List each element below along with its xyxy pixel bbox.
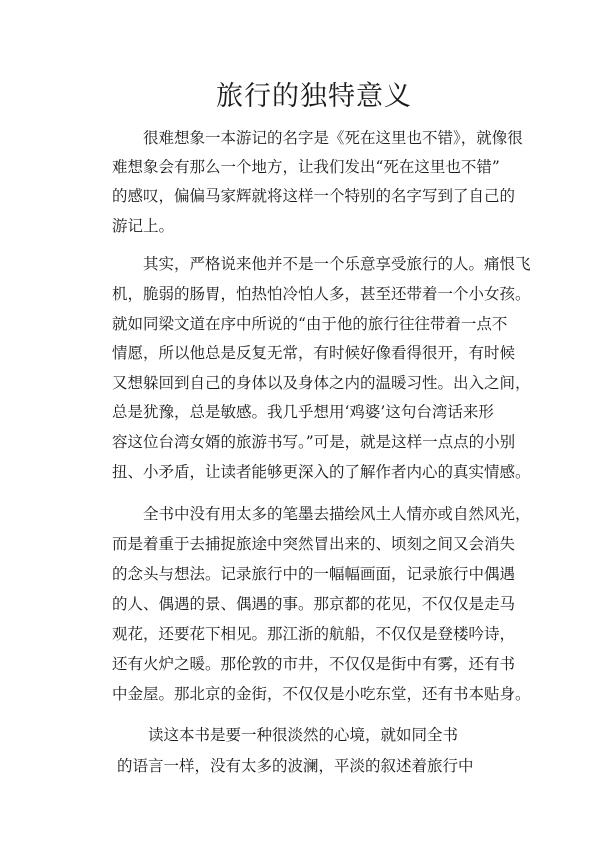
paragraph-2-line-8: 扭、小矛盾，让读者能够更深入的了解作者内心的真实情感。 <box>112 463 531 481</box>
paragraph-1-line-3: 的感叹，偏偏马家辉就将这样一个特别的名字写到了自己的 <box>112 187 516 205</box>
paragraph-3-line-4: 的人、偶遇的景、偶遇的事。那京都的花见，不仅仅是走马 <box>112 595 516 613</box>
paragraph-3-line-1: 全书中没有用太多的笔墨去描绘风土人情亦或自然风光， <box>143 505 531 523</box>
paragraph-2-line-3: 就如同梁文道在序中所说的“由于他的旅行往往带着一点不 <box>112 315 508 333</box>
paragraph-1-line-1: 很难想象一本游记的名字是《死在这里也不错》，就像很 <box>143 129 523 147</box>
paragraph-2-line-6: 总是犹豫，总是敏感。我几乎想用‘鸡婆’这句台湾话来形 <box>112 403 494 421</box>
paragraph-4-line-1: 读这本书是要一种很淡然的心境，就如同全书 <box>148 726 459 744</box>
paragraph-2-line-5: 又想躲回到自己的身体以及身体之内的温暖习性。出入之间， <box>112 374 531 392</box>
paragraph-3-line-7: 中金屋。那北京的金街，不仅仅是小吃东堂，还有书本贴身。 <box>112 685 531 703</box>
paragraph-3-line-3: 的念头与想法。记录旅行中的一幅幅画面，记录旅行中偶遇 <box>112 565 516 583</box>
paragraph-1-line-4: 游记上。 <box>112 217 175 235</box>
paragraph-3-line-5: 观花，还要花下相见。那江浙的航船，不仅仅是登楼吟诗， <box>112 625 516 643</box>
paragraph-1-line-2: 难想象会有那么一个地方，让我们发出“死在这里也不错” <box>112 158 500 176</box>
paragraph-2-line-4: 情愿，所以他总是反复无常，有时候好像看得很开，有时候 <box>112 344 516 362</box>
paragraph-2-line-1: 其实，严格说来他并不是一个乐意享受旅行的人。痛恨飞 <box>143 255 531 273</box>
paragraph-3-line-6: 还有火炉之暖。那伦敦的市井，不仅仅是街中有雾，还有书 <box>112 655 516 673</box>
paragraph-2-line-2: 机，脆弱的肠胃，怕热怕冷怕人多，甚至还带着一个小女孩。 <box>112 285 531 303</box>
page-title: 旅行的独特意义 <box>216 81 412 112</box>
paragraph-2-line-7: 容这位台湾女婿的旅游书写。”可是，就是这样一点点的小别 <box>112 433 516 451</box>
paragraph-4-line-2: 的语言一样，没有太多的波澜，平淡的叙述着旅行中 <box>117 757 474 775</box>
paragraph-3-line-2: 而是着重于去捕捉旅途中突然冒出来的、顷刻之间又会消失 <box>112 535 516 553</box>
